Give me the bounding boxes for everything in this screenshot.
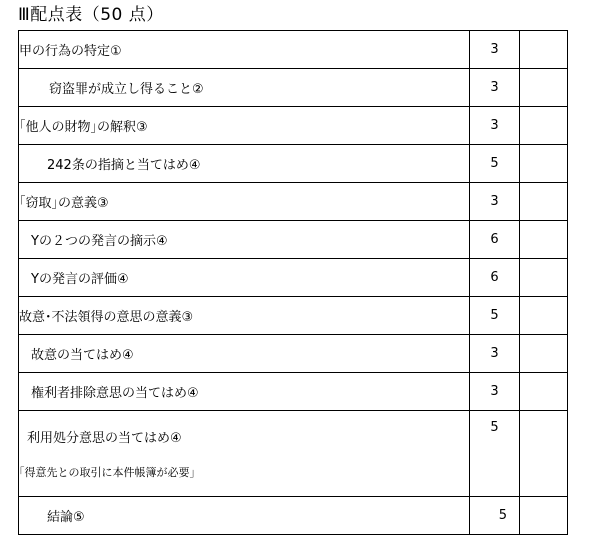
blank-cell [520, 497, 568, 535]
score-cell: 3 [470, 31, 520, 69]
score-cell: 5 [470, 145, 520, 183]
table-row [19, 297, 568, 335]
table-row [19, 69, 568, 107]
item-cell [19, 411, 470, 497]
table-row [19, 183, 568, 221]
item-label: 窃盗罪が成立し得ること② [19, 69, 470, 107]
table-row [19, 145, 568, 183]
score-cell: 3 [470, 183, 520, 221]
score-cell: 6 [470, 259, 520, 297]
item-label: ｢窃取｣の意義③ [19, 183, 470, 221]
blank-cell [520, 373, 568, 411]
score-cell: 3 [470, 107, 520, 145]
item-label: Yの２つの発言の摘示④ [19, 221, 470, 259]
item-label: 故意の当てはめ④ [19, 335, 470, 373]
table-row [19, 259, 568, 297]
score-cell: 5 [470, 297, 520, 335]
blank-cell [520, 183, 568, 221]
item-label: 結論⑤ [19, 497, 470, 535]
table-row [19, 497, 568, 535]
table-row [19, 411, 568, 497]
blank-cell [520, 335, 568, 373]
item-label: 利用処分意思の当てはめ④ [27, 431, 182, 446]
table-row [19, 373, 568, 411]
item-label: 甲の行為の特定① [19, 31, 470, 69]
blank-cell [520, 145, 568, 183]
blank-cell [520, 297, 568, 335]
score-table [18, 30, 568, 535]
item-label: 故意･不法領得の意思の意義③ [19, 297, 470, 335]
item-label: Yの発言の評価④ [19, 259, 470, 297]
item-label: 242条の指摘と当てはめ④ [19, 145, 470, 183]
blank-cell [520, 411, 568, 497]
page-title: Ⅲ配点表（50 点） [18, 5, 164, 25]
score-cell: 5 [470, 411, 520, 497]
blank-cell [520, 259, 568, 297]
score-cell: 5 [470, 497, 520, 535]
score-cell: 3 [470, 335, 520, 373]
blank-cell [520, 31, 568, 69]
table-row [19, 107, 568, 145]
table-row [19, 221, 568, 259]
blank-cell [520, 69, 568, 107]
table-row [19, 335, 568, 373]
score-cell: 6 [470, 221, 520, 259]
table-row [19, 31, 568, 69]
item-label: ｢他人の財物｣の解釈③ [19, 107, 470, 145]
item-label: 権利者排除意思の当てはめ④ [19, 373, 470, 411]
blank-cell [520, 221, 568, 259]
score-cell: 3 [470, 373, 520, 411]
score-cell: 3 [470, 69, 520, 107]
blank-cell [520, 107, 568, 145]
item-note: ｢得意先との取引に本件帳簿が必要｣ [19, 466, 195, 479]
